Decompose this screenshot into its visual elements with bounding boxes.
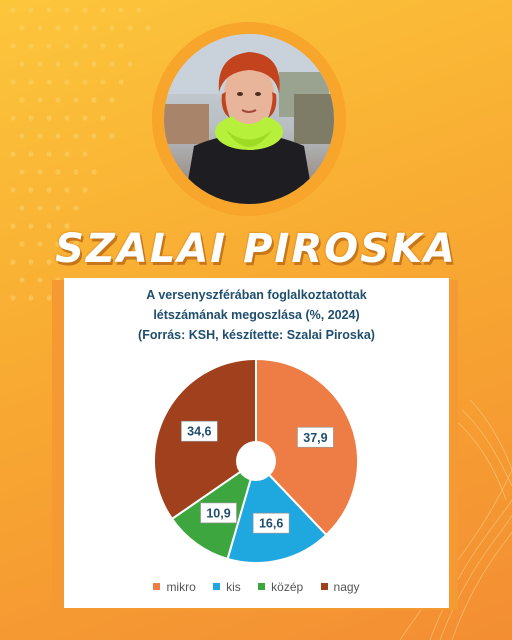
data-label-nagy <box>181 421 217 441</box>
legend-label: kis <box>226 580 241 594</box>
legend-item-kozep <box>258 580 303 594</box>
svg-text:16,6: 16,6 <box>258 516 284 531</box>
legend-label: nagy <box>333 580 360 594</box>
legend-item-kis <box>213 580 241 594</box>
chart-title-line-1: A versenyszférában foglalkoztatottak <box>146 288 367 302</box>
chart-legend <box>64 580 449 594</box>
data-label-kis <box>253 513 289 533</box>
chart-title-line-3: (Forrás: KSH, készítette: Szalai Piroska) <box>138 328 375 342</box>
chart-card <box>64 278 449 608</box>
legend-item-nagy <box>321 580 360 594</box>
legend-swatch <box>321 583 328 590</box>
data-label-mikro <box>297 427 333 447</box>
svg-text:34,6: 34,6 <box>187 424 212 439</box>
legend-swatch <box>258 583 265 590</box>
portrait-photo <box>164 34 334 204</box>
legend-swatch <box>213 583 220 590</box>
chart-title-line-2: létszámának megoszlása (%, 2024) <box>153 308 360 322</box>
data-label-közép <box>201 503 237 523</box>
donut-chart <box>64 278 449 608</box>
legend-item-mikro <box>153 580 195 594</box>
donut-hole <box>236 441 276 481</box>
svg-text:10,9: 10,9 <box>206 506 231 521</box>
svg-text:37,9: 37,9 <box>303 430 328 445</box>
legend-label: mikro <box>166 580 196 594</box>
person-name: SZALAI PIROSKA <box>55 226 457 272</box>
legend-swatch <box>153 583 160 590</box>
legend-label: közép <box>271 580 304 594</box>
